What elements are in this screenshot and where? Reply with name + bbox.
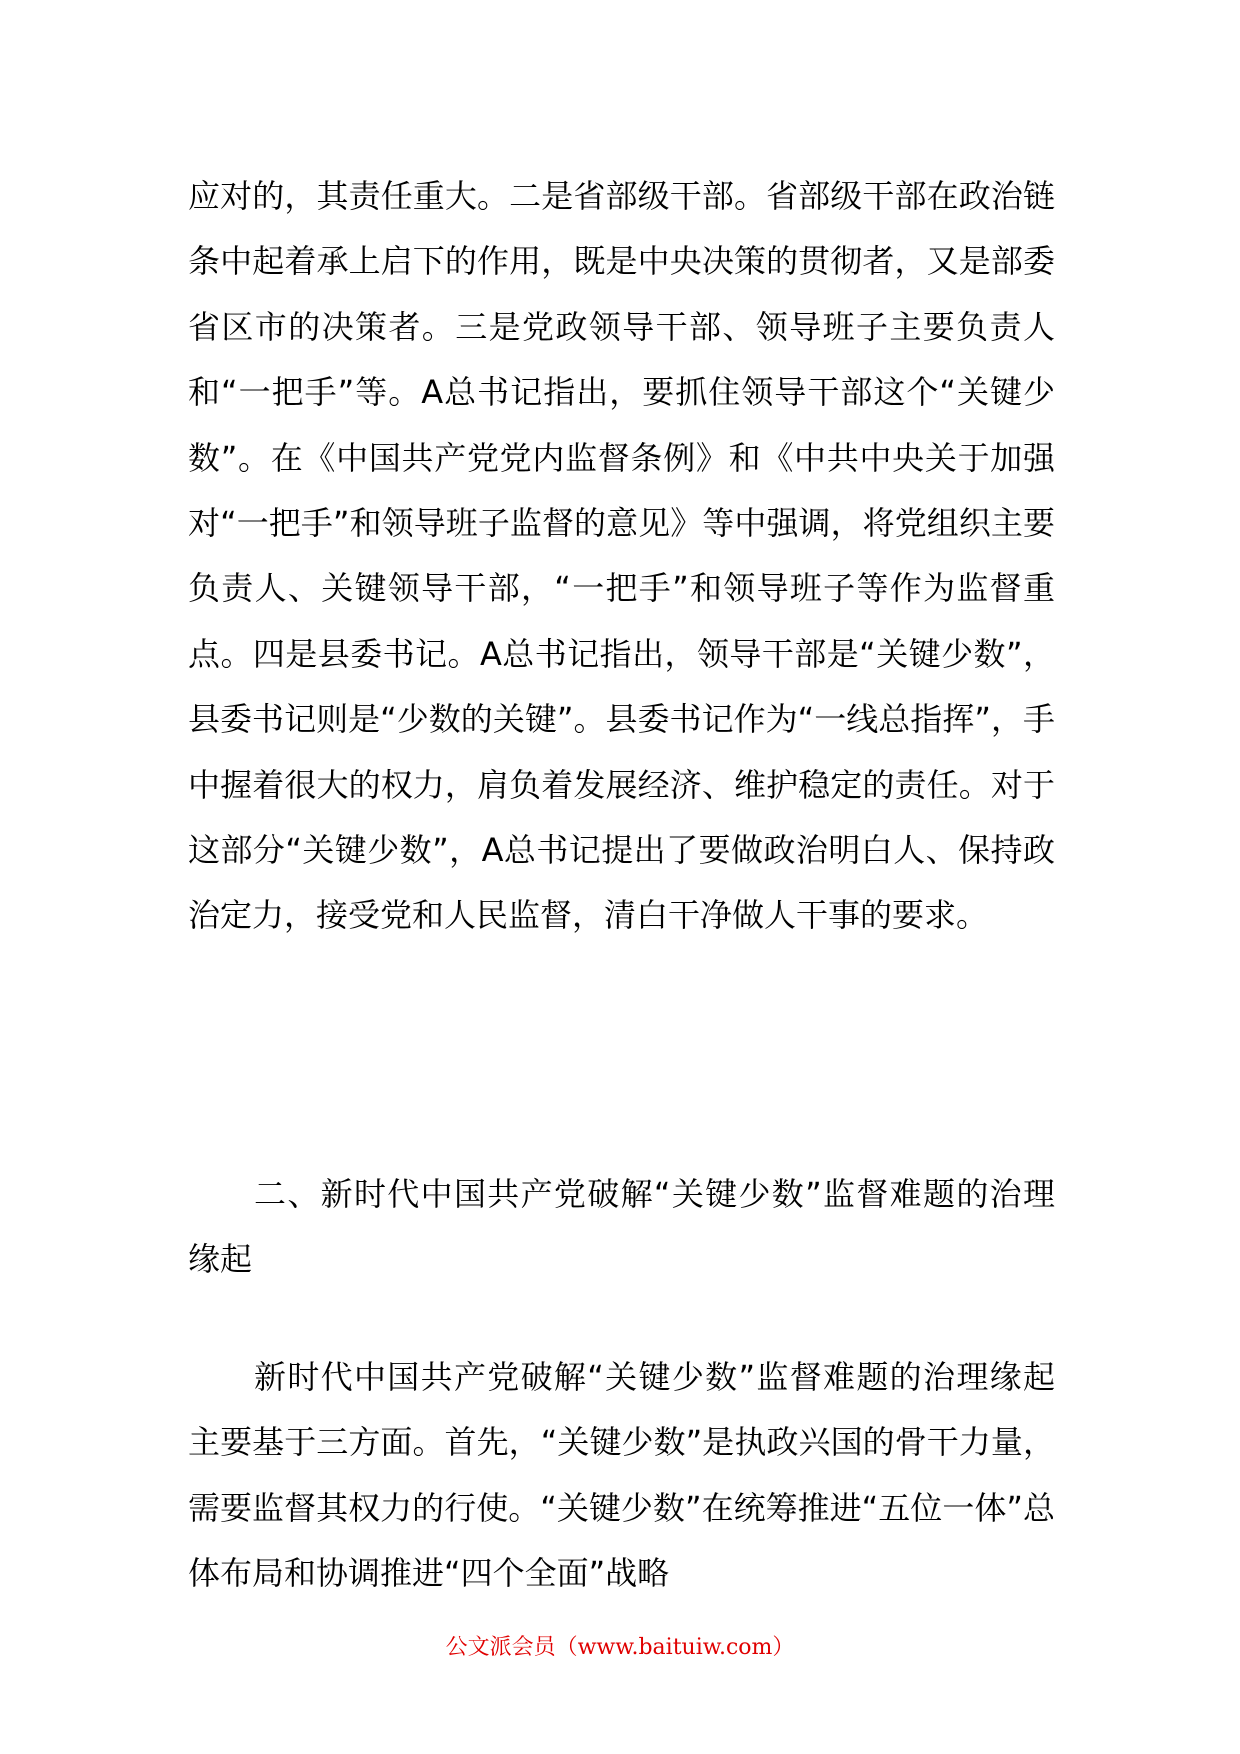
body-paragraph: 应对的，其责任重大。二是省部级干部。省部级干部在政治链条中起着承上启下的作用，既是中央决策的贯彻者，又是部委省区市的决策者。三是党政领导干部、领导班子主要负责人和“一把手”等。A总书记指出，要抓住领导干部这个“关键少数”。在《中国共产党党内监督条例》和《中共中央关于加强对“一把手”和领导班子监督的意见》等中强调，将党组织主要负责人、关键领导干部，“一把手”和领导班子等作为监督重点。四是县委书记。A总书记指出，领导干部是“关键少数”，县委书记则是“少数的关键”。县委书记作为“一线总指挥”，手中握着很大的权力，肩负着发展经济、维护稳定的责任。对于这部分“关键少数”，A总书记提出了要做政治明白人、保持政治定力，接受党和人民监督，清白干净做人干事的要求。 xyxy=(188,177,1055,935)
section-paragraph: 新时代中国共产党破解“关键少数”监督难题的治理缘起主要基于三方面。首先，“关键少数”是执政兴国的骨干力量，需要监督其权力的行使。“关键少数”在统筹推进“五位一体”总体布局和协调推进“四个全面”战略 xyxy=(188,1358,1055,1593)
section-heading: 二、新时代中国共产党破解“关键少数”监督难题的治理缘起 xyxy=(188,1175,1055,1279)
footer-watermark-link[interactable]: 公文派会员（www.baituiw.com） xyxy=(445,1635,795,1660)
